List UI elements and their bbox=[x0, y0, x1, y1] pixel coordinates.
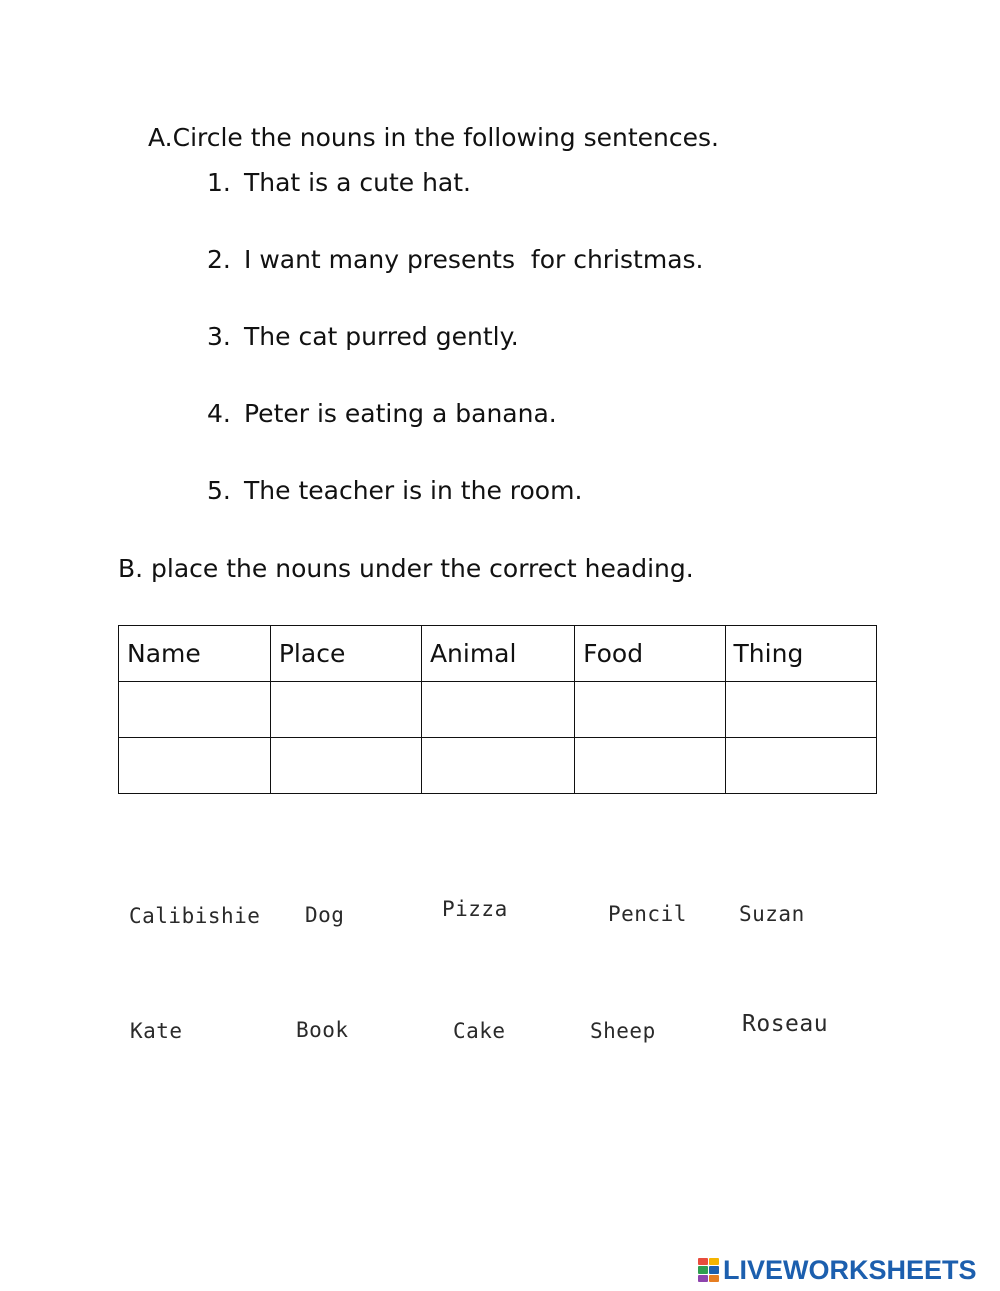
drop-cell[interactable] bbox=[421, 682, 574, 738]
header-food: Food bbox=[575, 626, 725, 682]
sentence-5 bbox=[207, 476, 582, 505]
sentence-text[interactable]: I want many presents for christmas. bbox=[244, 245, 704, 274]
sentence-number: 4. bbox=[207, 399, 231, 428]
word-sheep[interactable]: Sheep bbox=[590, 1019, 656, 1043]
word-book[interactable]: Book bbox=[296, 1018, 349, 1042]
word-dog[interactable]: Dog bbox=[305, 903, 345, 927]
word-cake[interactable]: Cake bbox=[453, 1019, 506, 1043]
word-pizza[interactable]: Pizza bbox=[442, 897, 508, 921]
header-name: Name bbox=[119, 626, 271, 682]
sentence-1 bbox=[207, 168, 471, 197]
drop-cell[interactable] bbox=[421, 738, 574, 794]
word-calibishie[interactable]: Calibishie bbox=[129, 904, 261, 928]
sentence-text[interactable]: That is a cute hat. bbox=[244, 168, 472, 197]
word-suzan[interactable]: Suzan bbox=[739, 902, 805, 926]
drop-cell[interactable] bbox=[725, 682, 876, 738]
drop-cell[interactable] bbox=[270, 738, 421, 794]
sentence-text[interactable]: The teacher is in the room. bbox=[244, 476, 583, 505]
noun-category-table bbox=[118, 625, 877, 794]
drop-cell[interactable] bbox=[575, 682, 725, 738]
word-kate[interactable]: Kate bbox=[130, 1019, 183, 1043]
sentence-4 bbox=[207, 399, 557, 428]
drop-cell[interactable] bbox=[119, 682, 271, 738]
header-animal: Animal bbox=[421, 626, 574, 682]
drop-cell[interactable] bbox=[119, 738, 271, 794]
header-thing: Thing bbox=[725, 626, 876, 682]
sentence-3 bbox=[207, 322, 519, 351]
liveworksheets-logo-icon bbox=[698, 1258, 719, 1282]
sentence-text[interactable]: Peter is eating a banana. bbox=[244, 399, 557, 428]
sentence-number: 3. bbox=[207, 322, 231, 351]
table-header-row bbox=[119, 626, 877, 682]
word-roseau[interactable]: Roseau bbox=[742, 1011, 829, 1037]
sentence-number: 5. bbox=[207, 476, 231, 505]
table-row bbox=[119, 682, 877, 738]
drop-cell[interactable] bbox=[575, 738, 725, 794]
section-a-instruction: A.Circle the nouns in the following sentences. bbox=[148, 123, 719, 152]
table-row bbox=[119, 738, 877, 794]
drop-cell[interactable] bbox=[725, 738, 876, 794]
header-place: Place bbox=[270, 626, 421, 682]
word-pencil[interactable]: Pencil bbox=[608, 902, 687, 926]
sentence-number: 2. bbox=[207, 245, 231, 274]
sentence-number: 1. bbox=[207, 168, 231, 197]
brand-name: LIVEWORKSHEETS bbox=[723, 1254, 977, 1285]
drop-cell[interactable] bbox=[270, 682, 421, 738]
section-b-instruction: B. place the nouns under the correct heading. bbox=[118, 554, 694, 583]
liveworksheets-brand bbox=[698, 1255, 977, 1285]
sentence-2 bbox=[207, 245, 704, 274]
sentence-text[interactable]: The cat purred gently. bbox=[244, 322, 519, 351]
